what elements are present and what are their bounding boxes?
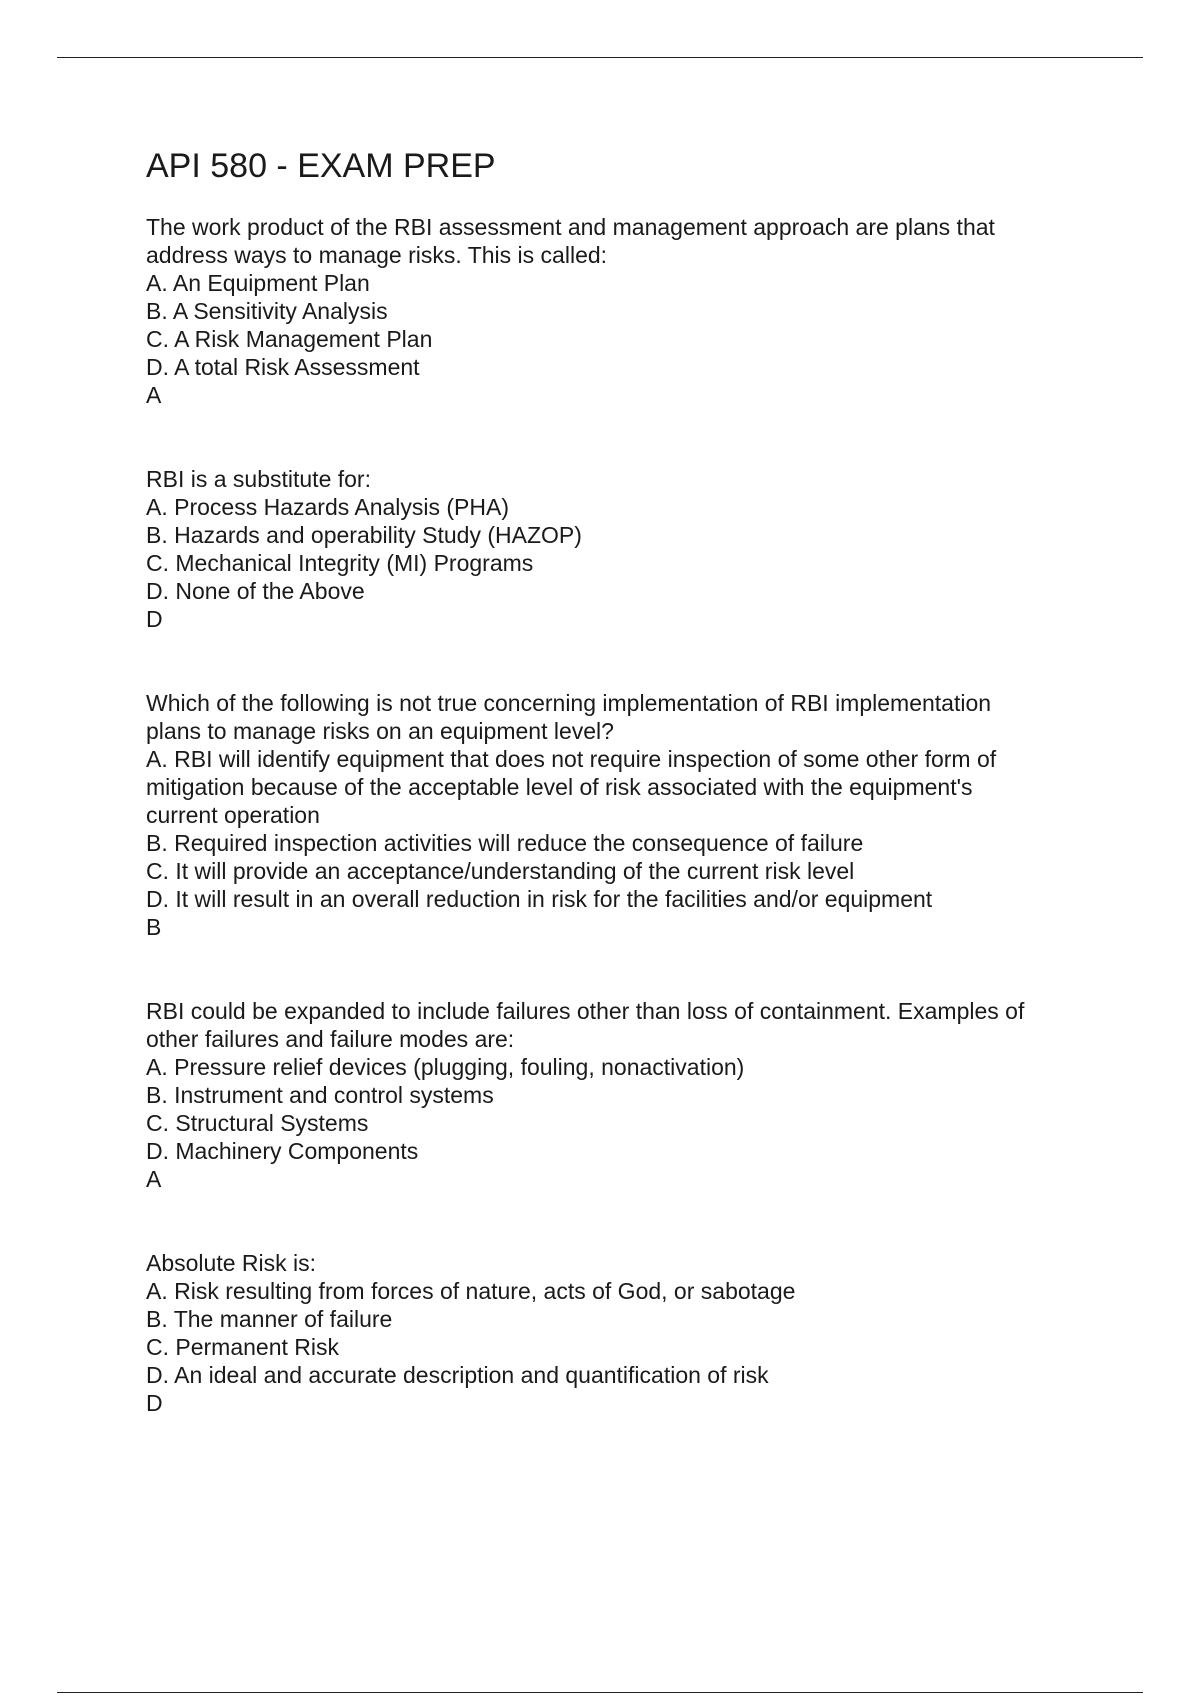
- answer-option: B. A Sensitivity Analysis: [146, 298, 388, 324]
- answer-option: C. Permanent Risk: [146, 1334, 340, 1360]
- answer-option: C. A Risk Management Plan: [146, 326, 433, 352]
- question-text: The work product of the RBI assessment and management approach are plans that: [146, 214, 995, 240]
- answer-option: mitigation because of the acceptable level of risk associated with the equipment's: [146, 774, 973, 800]
- answer-option: D. None of the Above: [146, 578, 365, 604]
- answer-option: A. Process Hazards Analysis (PHA): [146, 494, 510, 520]
- question-text: RBI could be expanded to include failures other than loss of containment. Examples of: [146, 998, 1025, 1024]
- question-text: Which of the following is not true concerning implementation of RBI implementation: [146, 690, 992, 716]
- question-text: address ways to manage risks. This is called:: [146, 242, 608, 268]
- answer-option: D. An ideal and accurate description and quantification of risk: [146, 1362, 769, 1388]
- correct-answer: A: [146, 382, 162, 408]
- answer-option: B. The manner of failure: [146, 1306, 393, 1332]
- answer-option: B. Required inspection activities will reduce the consequence of failure: [146, 830, 864, 856]
- answer-option: A. RBI will identify equipment that does not require inspection of some other form of: [146, 746, 997, 772]
- answer-option: B. Instrument and control systems: [146, 1082, 494, 1108]
- question-text: Absolute Risk is:: [146, 1250, 317, 1276]
- answer-option: C. It will provide an acceptance/understanding of the current risk level: [146, 858, 855, 884]
- answer-option: A. An Equipment Plan: [146, 270, 370, 296]
- answer-option: A. Pressure relief devices (plugging, fouling, nonactivation): [146, 1054, 745, 1080]
- question-block: [146, 689, 1086, 941]
- answer-option: B. Hazards and operability Study (HAZOP): [146, 522, 582, 548]
- question-text: other failures and failure modes are:: [146, 1026, 515, 1052]
- answer-option: D. Machinery Components: [146, 1138, 419, 1164]
- question-block: [146, 1249, 1086, 1417]
- answer-option: current operation: [146, 802, 320, 828]
- question-block: [146, 213, 1086, 409]
- answer-option: C. Structural Systems: [146, 1110, 369, 1136]
- bottom-divider: [57, 1692, 1143, 1693]
- question-block: [146, 465, 1086, 633]
- question-text: RBI is a substitute for:: [146, 466, 371, 492]
- document-body: [146, 142, 1086, 1473]
- correct-answer: B: [146, 914, 162, 940]
- question-text: plans to manage risks on an equipment level?: [146, 718, 614, 744]
- top-divider: [57, 57, 1143, 58]
- answer-option: D. A total Risk Assessment: [146, 354, 420, 380]
- correct-answer: A: [146, 1166, 162, 1192]
- answer-option: C. Mechanical Integrity (MI) Programs: [146, 550, 534, 576]
- page-title: API 580 - EXAM PREP: [146, 147, 496, 185]
- answer-option: D. It will result in an overall reduction in risk for the facilities and/or equipment: [146, 886, 933, 912]
- question-block: [146, 997, 1086, 1193]
- correct-answer: D: [146, 1390, 163, 1416]
- answer-option: A. Risk resulting from forces of nature, acts of God, or sabotage: [146, 1278, 796, 1304]
- correct-answer: D: [146, 606, 163, 632]
